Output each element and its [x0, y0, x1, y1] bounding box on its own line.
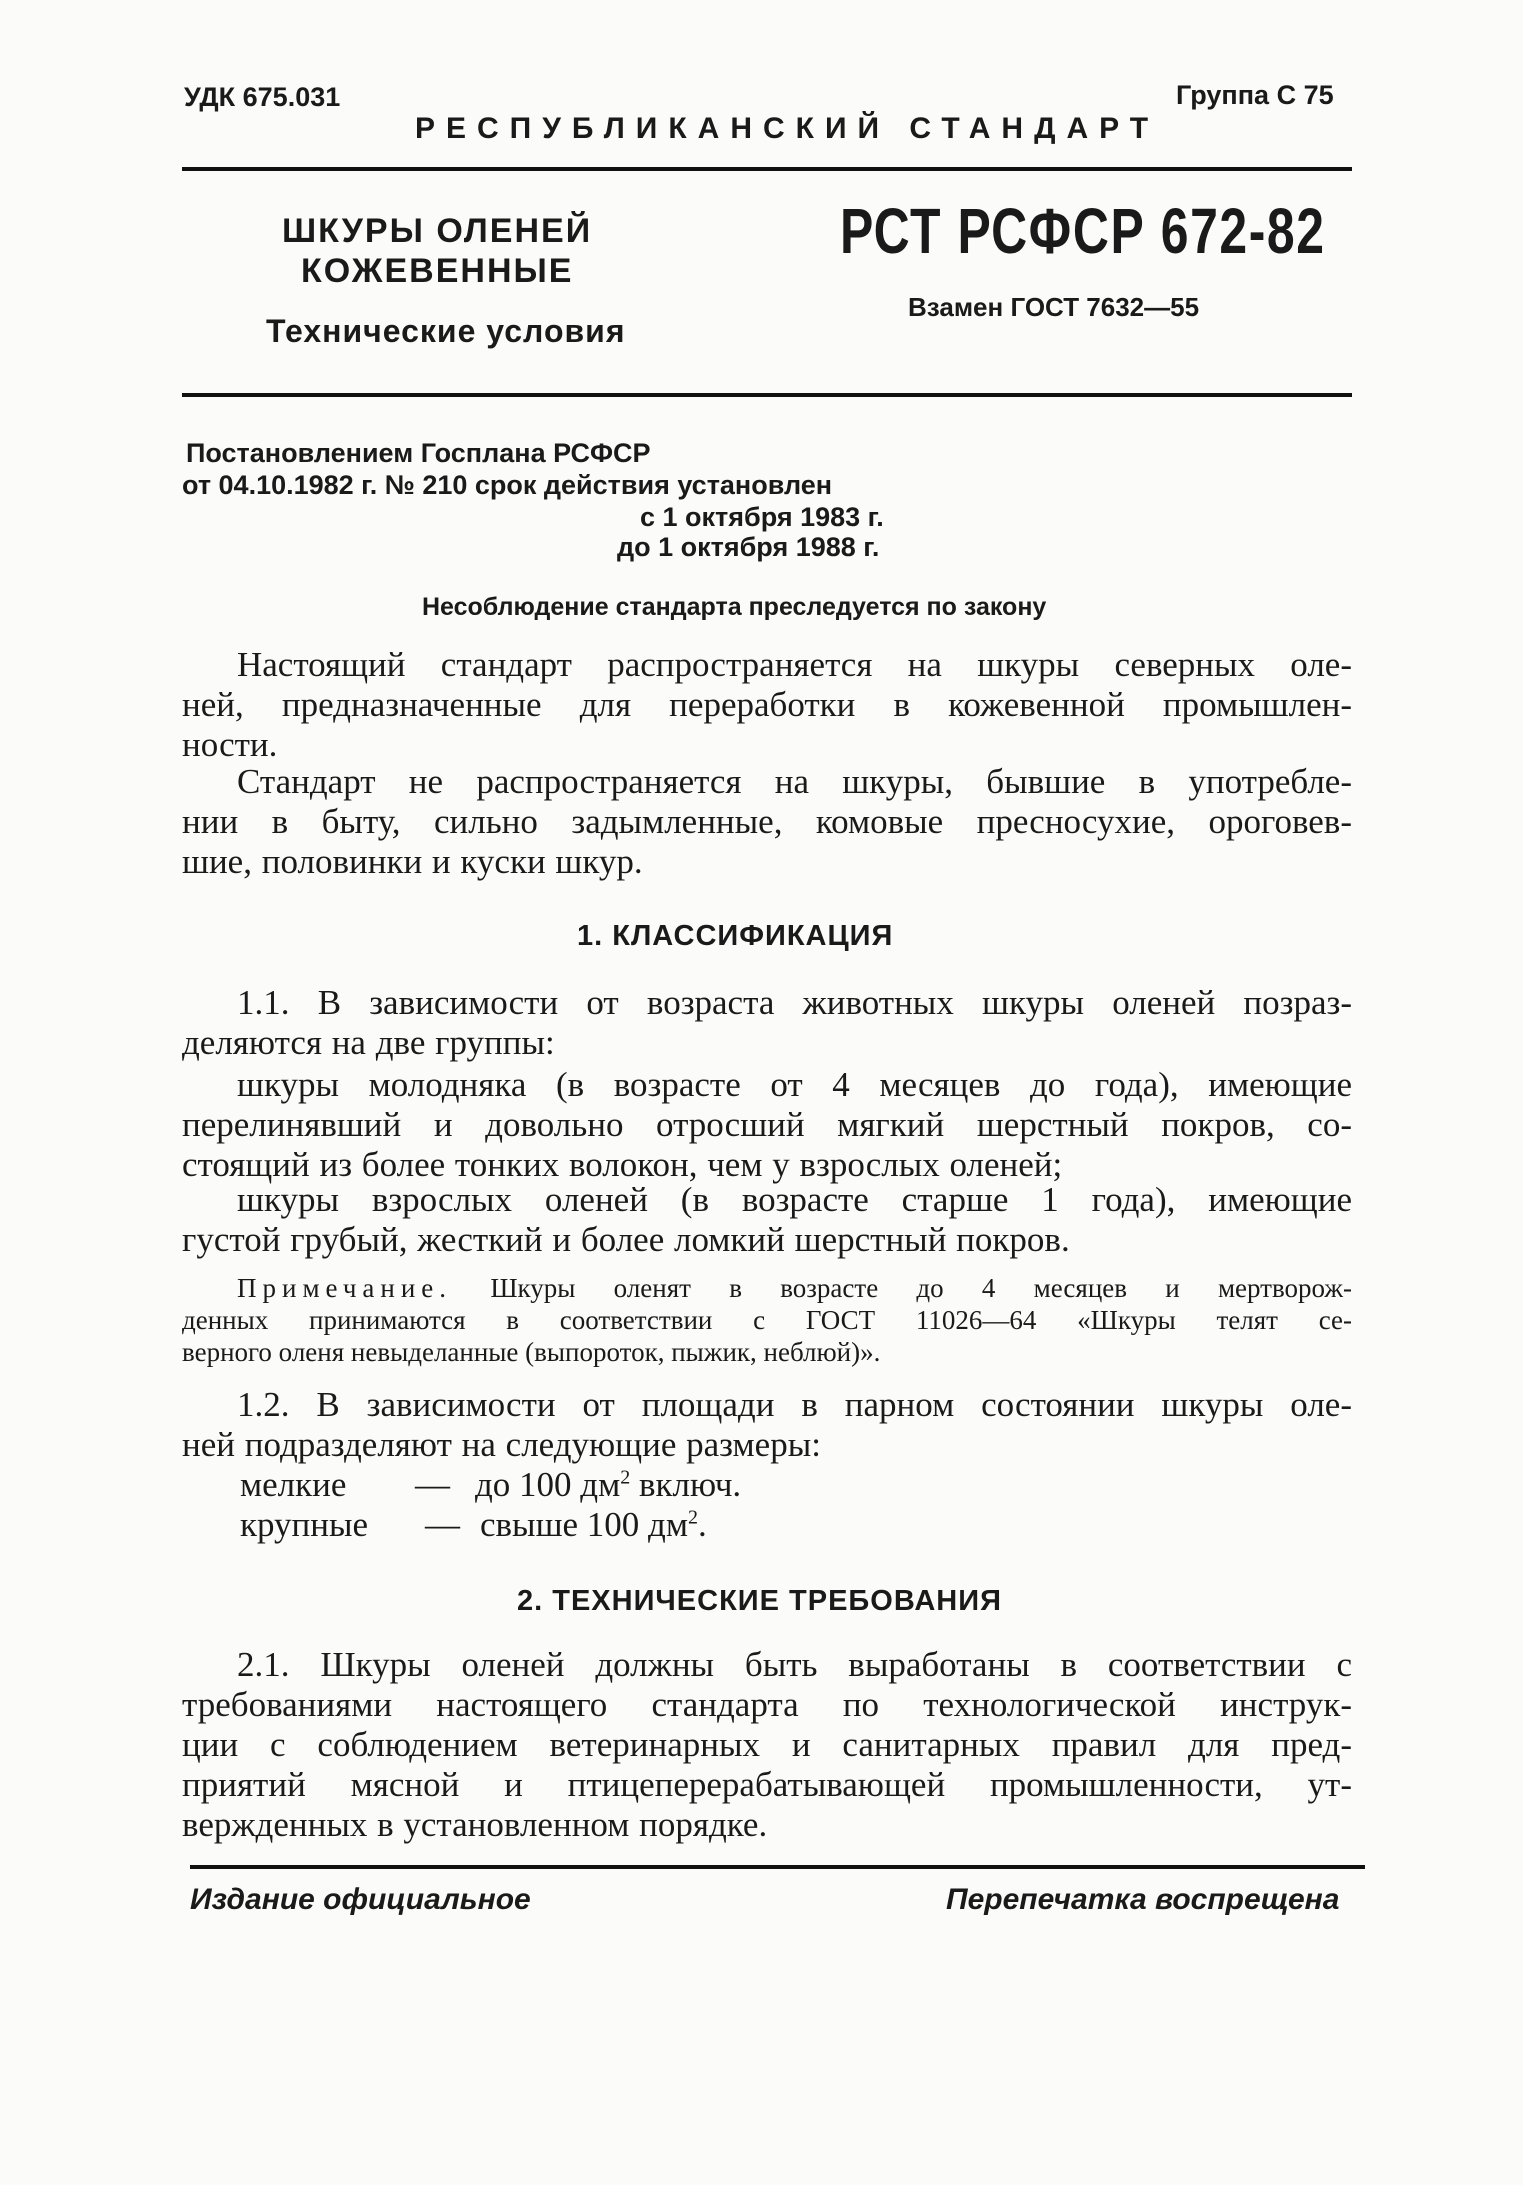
- size-tail: .: [698, 1505, 707, 1544]
- decree-line-2: от 04.10.1982 г. № 210 срок действия установлен: [182, 470, 833, 500]
- text-line: стоящий из более тонких волокон, чем у взрослых оленей;: [182, 1145, 1063, 1184]
- note-label: Примечание.: [237, 1273, 453, 1303]
- text-line: Стандарт не распространяется на шкуры, бывшие в употребле-: [237, 762, 1352, 801]
- size-sup: 2: [688, 1506, 699, 1529]
- top-rule: [182, 167, 1352, 171]
- text-line: деляются на две группы:: [182, 1023, 555, 1062]
- clause-1-2: [182, 1385, 1352, 1465]
- text-line: 2.1. Шкуры оленей должны быть выработаны в соответствии с: [237, 1645, 1352, 1684]
- text-line: шкуры молодняка (в возрасте от 4 месяцев до года), имеющие: [237, 1065, 1352, 1104]
- size-text: до 100 дм: [475, 1465, 621, 1504]
- footer-official-edition: Издание официальное: [190, 1883, 531, 1916]
- text-line: требованиями настоящего стандарта по технологической инструк-: [182, 1685, 1352, 1724]
- note-line: денных принимаются в соответствии с ГОСТ 11026—64 «Шкуры телят се-: [182, 1305, 1352, 1335]
- text-line: ности.: [182, 725, 278, 764]
- title-rule: [182, 393, 1352, 397]
- classification-note: [182, 1272, 1352, 1368]
- replaces-standard: Взамен ГОСТ 7632—55: [908, 292, 1200, 322]
- clause-1-1: [182, 983, 1352, 1063]
- adult-skins-paragraph: [182, 1180, 1352, 1260]
- title-line-1: ШКУРЫ ОЛЕНЕЙ: [282, 212, 593, 250]
- note-line: верного оленя невыделанные (выпороток, пыжик, неблюй)».: [182, 1337, 881, 1367]
- note-line: [182, 1272, 1352, 1304]
- text-line: шкуры взрослых оленей (в возрасте старше 1 года), имеющие: [237, 1180, 1352, 1219]
- text-line: ней, предназначенные для переработки в кожевенной промышлен-: [182, 685, 1352, 724]
- text-line: ции с соблюдением ветеринарных и санитарных правил для пред-: [182, 1725, 1352, 1764]
- size-sup: 2: [620, 1466, 631, 1489]
- size-text: свыше 100 дм: [480, 1505, 689, 1544]
- standard-designation: РСТ РСФСР 672-82: [840, 195, 1326, 267]
- text-line: нии в быту, сильно задымленные, комовые пресносухие, ороговев-: [182, 802, 1352, 841]
- young-skins-paragraph: [182, 1065, 1352, 1185]
- text-line: Настоящий стандарт распространяется на шкуры северных оле-: [237, 645, 1352, 684]
- decree-line-4: до 1 октября 1988 г.: [617, 532, 880, 562]
- clause-2-1: [182, 1645, 1352, 1845]
- size-dash: —: [425, 1505, 460, 1544]
- group-code: Группа С 75: [1176, 80, 1334, 110]
- intro-paragraph-2: [182, 762, 1352, 882]
- legal-notice: Несоблюдение стандарта преследуется по закону: [422, 593, 1047, 621]
- text-line: 1.2. В зависимости от площади в парном состоянии шкуры оле-: [237, 1385, 1352, 1424]
- text-line: вержденных в установленном порядке.: [182, 1805, 768, 1844]
- size-dash: —: [415, 1465, 450, 1504]
- subtitle: Технические условия: [266, 313, 626, 349]
- section-2-heading: 2. ТЕХНИЧЕСКИЕ ТРЕБОВАНИЯ: [517, 1585, 1002, 1617]
- intro-paragraph-1: [182, 645, 1352, 765]
- text-line: приятий мясной и птицеперерабатывающей промышленности, ут-: [182, 1765, 1352, 1804]
- decree-line-1: Постановлением Госплана РСФСР: [186, 438, 651, 468]
- title-line-2: КОЖЕВЕННЫЕ: [301, 252, 574, 290]
- text-line: 1.1. В зависимости от возраста животных шкуры оленей позраз-: [237, 983, 1352, 1022]
- section-1-heading: 1. КЛАССИФИКАЦИЯ: [577, 920, 894, 952]
- text-line: перелинявший и довольно отросший мягкий шерстный покров, со-: [182, 1105, 1352, 1144]
- standard-type: РЕСПУБЛИКАНСКИЙ СТАНДАРТ: [415, 112, 1160, 145]
- text-line: шие, половинки и куски шкур.: [182, 842, 643, 881]
- size-tail: включ.: [630, 1465, 742, 1504]
- note-text: Шкуры оленят в возрасте до 4 месяцев и мертворож-: [490, 1273, 1353, 1303]
- text-line: ней подразделяют на следующие размеры:: [182, 1425, 821, 1464]
- size-name: крупные: [240, 1505, 369, 1544]
- size-row-small: [240, 1465, 741, 1505]
- size-row-large: [240, 1505, 707, 1545]
- size-name: мелкие: [240, 1465, 347, 1504]
- decree-line-3: с 1 октября 1983 г.: [640, 502, 884, 532]
- footer-reprint-prohibited: Перепечатка воспрещена: [946, 1883, 1340, 1916]
- text-line: густой грубый, жесткий и более ломкий шерстный покров.: [182, 1220, 1070, 1259]
- udk-code: УДК 675.031: [184, 82, 341, 112]
- footer-rule: [190, 1865, 1365, 1869]
